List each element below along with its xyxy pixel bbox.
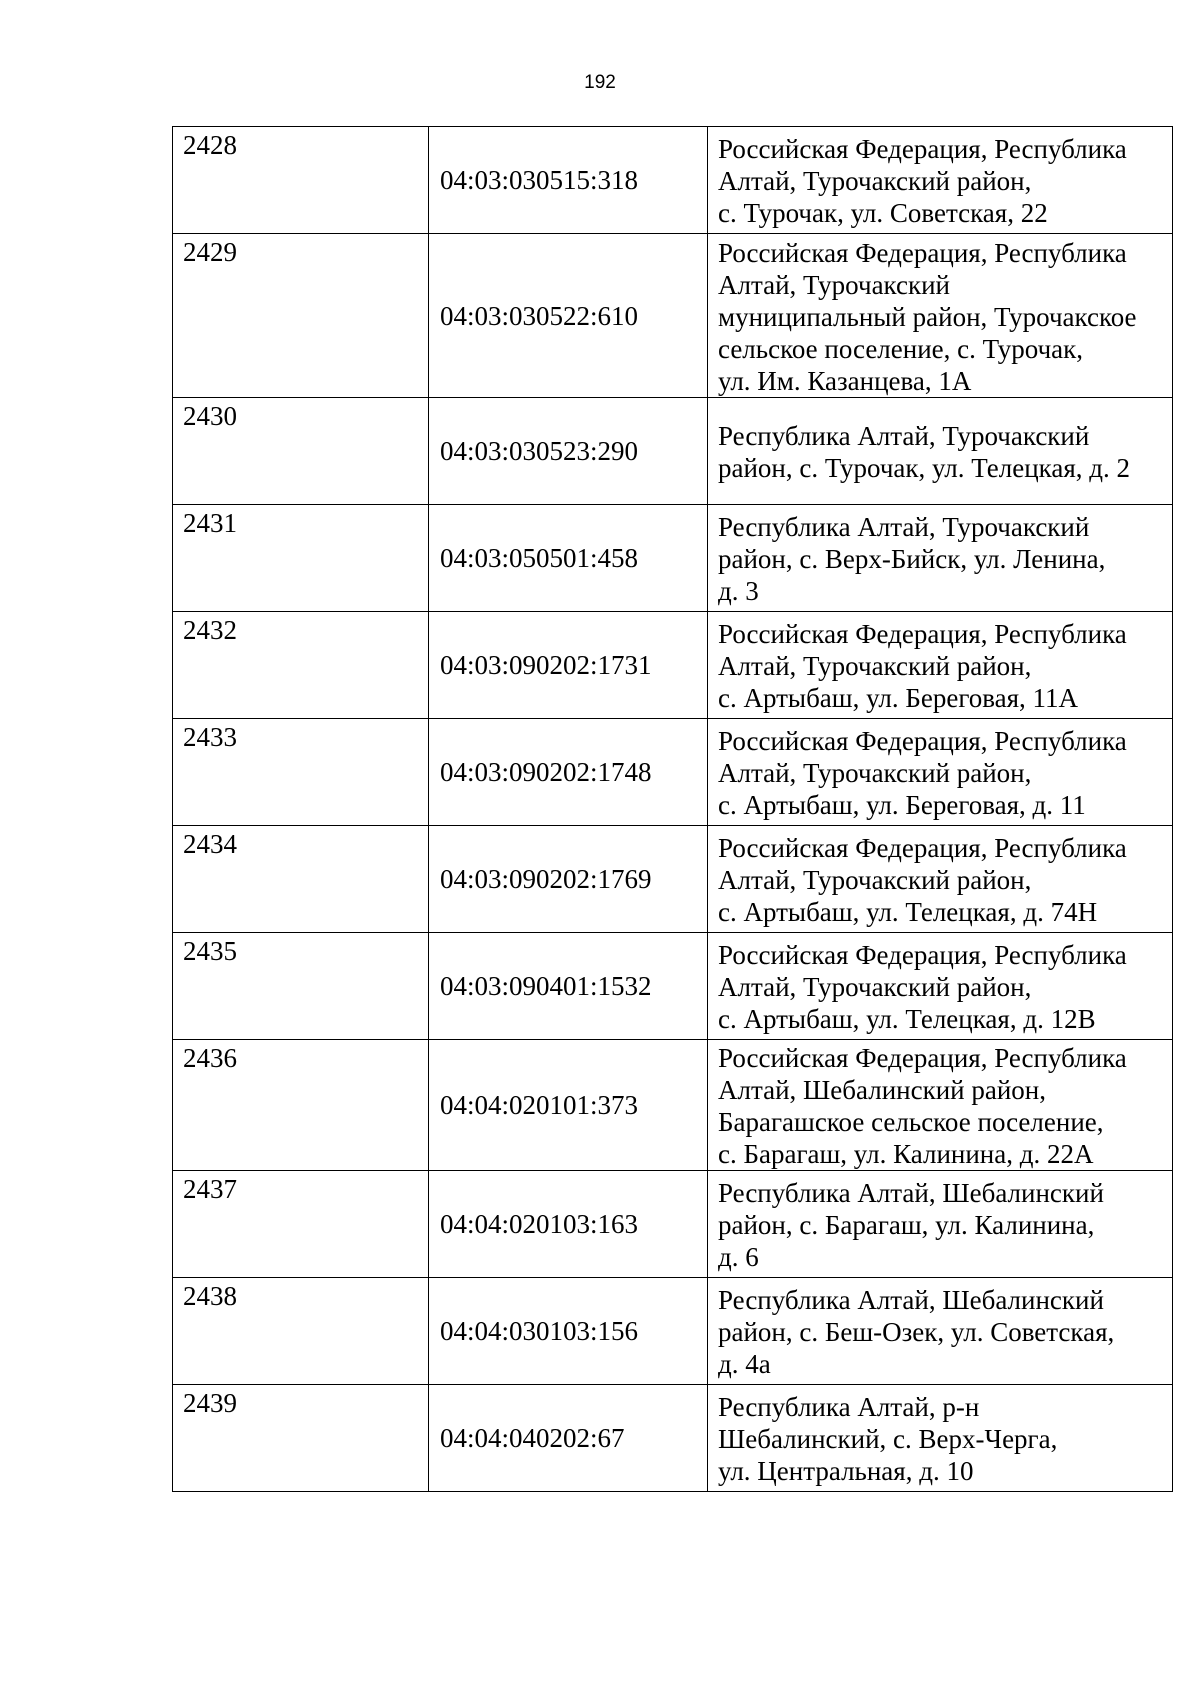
address-line: д. 6 <box>718 1242 759 1272</box>
row-number-cell: 2432 <box>173 612 429 719</box>
row-number-cell: 2433 <box>173 719 429 826</box>
cadastral-number-cell: 04:03:090202:1769 <box>429 826 708 933</box>
address-line: муниципальный район, Турочакское <box>718 301 1137 332</box>
table-row <box>173 234 1173 398</box>
table-row <box>173 1040 1173 1171</box>
address-line: Российская Федерация, Республика <box>718 833 1127 863</box>
address-cell <box>708 1278 1173 1385</box>
address-line: Алтай, Турочакский район, <box>718 972 1032 1002</box>
address-line: район, с. Турочак, ул. Телецкая, д. 2 <box>718 453 1130 483</box>
address-cell <box>708 1171 1173 1278</box>
cadastral-number-cell: 04:03:030522:610 <box>429 234 708 398</box>
address-cell <box>708 398 1173 505</box>
row-number-cell: 2435 <box>173 933 429 1040</box>
address-cell <box>708 127 1173 234</box>
address-cell <box>708 933 1173 1040</box>
address-line: Российская Федерация, Республика <box>718 1043 1127 1073</box>
cadastral-number-cell: 04:03:090401:1532 <box>429 933 708 1040</box>
address-cell <box>708 234 1173 398</box>
page-number: 192 <box>584 72 616 93</box>
registry-table-body <box>173 127 1173 1492</box>
address-line: Российская Федерация, Республика <box>718 940 1127 970</box>
address-line: Российская Федерация, Республика <box>718 619 1127 649</box>
table-row <box>173 1171 1173 1278</box>
address-line: район, с. Барагаш, ул. Калинина, <box>718 1210 1095 1240</box>
table-row <box>173 719 1173 826</box>
address-line: ул. Им. Казанцева, 1А <box>718 365 972 396</box>
address-cell <box>708 612 1173 719</box>
cadastral-number-cell: 04:04:030103:156 <box>429 1278 708 1385</box>
address-line: с. Турочак, ул. Советская, 22 <box>718 198 1048 228</box>
address-line: Алтай, Турочакский <box>718 269 950 300</box>
address-cell <box>708 826 1173 933</box>
address-line: д. 3 <box>718 576 759 606</box>
address-line: Шебалинский, с. Верх-Черга, <box>718 1424 1058 1454</box>
table-row <box>173 398 1173 505</box>
row-number-cell: 2429 <box>173 234 429 398</box>
address-line: район, с. Беш-Озек, ул. Советская, <box>718 1317 1115 1347</box>
table-row <box>173 933 1173 1040</box>
address-line: с. Артыбаш, ул. Телецкая, д. 74Н <box>718 897 1098 927</box>
address-line: Алтай, Турочакский район, <box>718 166 1032 196</box>
table-row <box>173 826 1173 933</box>
cadastral-number-cell: 04:03:050501:458 <box>429 505 708 612</box>
row-number-cell: 2431 <box>173 505 429 612</box>
row-number-cell: 2439 <box>173 1385 429 1492</box>
address-line: с. Артыбаш, ул. Береговая, 11А <box>718 683 1079 713</box>
cadastral-number-cell: 04:03:030523:290 <box>429 398 708 505</box>
address-cell <box>708 1040 1173 1171</box>
registry-table <box>172 126 1173 1492</box>
address-line: Республика Алтай, Шебалинский <box>718 1178 1104 1208</box>
cadastral-number-cell: 04:04:040202:67 <box>429 1385 708 1492</box>
table-row <box>173 1385 1173 1492</box>
row-number-cell: 2430 <box>173 398 429 505</box>
address-line: Алтай, Турочакский район, <box>718 758 1032 788</box>
row-number-cell: 2434 <box>173 826 429 933</box>
address-line: ул. Центральная, д. 10 <box>718 1456 974 1486</box>
row-number-cell: 2437 <box>173 1171 429 1278</box>
row-number-cell: 2428 <box>173 127 429 234</box>
address-line: д. 4а <box>718 1349 771 1379</box>
address-line: сельское поселение, с. Турочак, <box>718 333 1084 364</box>
address-line: Республика Алтай, Шебалинский <box>718 1285 1104 1315</box>
address-line: Республика Алтай, Турочакский <box>718 421 1090 451</box>
address-cell <box>708 719 1173 826</box>
address-line: Алтай, Турочакский район, <box>718 865 1032 895</box>
cadastral-number-cell: 04:03:090202:1731 <box>429 612 708 719</box>
address-line: Барагашское сельское поселение, <box>718 1107 1104 1137</box>
address-line: с. Барагаш, ул. Калинина, д. 22А <box>718 1139 1094 1169</box>
table-row <box>173 612 1173 719</box>
address-line: с. Артыбаш, ул. Телецкая, д. 12В <box>718 1004 1096 1034</box>
address-line: Республика Алтай, р-н <box>718 1392 980 1422</box>
address-line: Республика Алтай, Турочакский <box>718 512 1090 542</box>
address-line: район, с. Верх-Бийск, ул. Ленина, <box>718 544 1106 574</box>
table-row <box>173 505 1173 612</box>
address-line: Алтай, Шебалинский район, <box>718 1075 1046 1105</box>
table-row <box>173 127 1173 234</box>
row-number-cell: 2436 <box>173 1040 429 1171</box>
address-line: Российская Федерация, Республика <box>718 237 1127 268</box>
address-line: Алтай, Турочакский район, <box>718 651 1032 681</box>
cadastral-number-cell: 04:04:020103:163 <box>429 1171 708 1278</box>
table-row <box>173 1278 1173 1385</box>
row-number-cell: 2438 <box>173 1278 429 1385</box>
cadastral-number-cell: 04:03:030515:318 <box>429 127 708 234</box>
cadastral-number-cell: 04:04:020101:373 <box>429 1040 708 1171</box>
address-cell <box>708 1385 1173 1492</box>
address-line: Российская Федерация, Республика <box>718 726 1127 756</box>
cadastral-number-cell: 04:03:090202:1748 <box>429 719 708 826</box>
address-line: Российская Федерация, Республика <box>718 134 1127 164</box>
address-line: с. Артыбаш, ул. Береговая, д. 11 <box>718 790 1086 820</box>
address-cell <box>708 505 1173 612</box>
